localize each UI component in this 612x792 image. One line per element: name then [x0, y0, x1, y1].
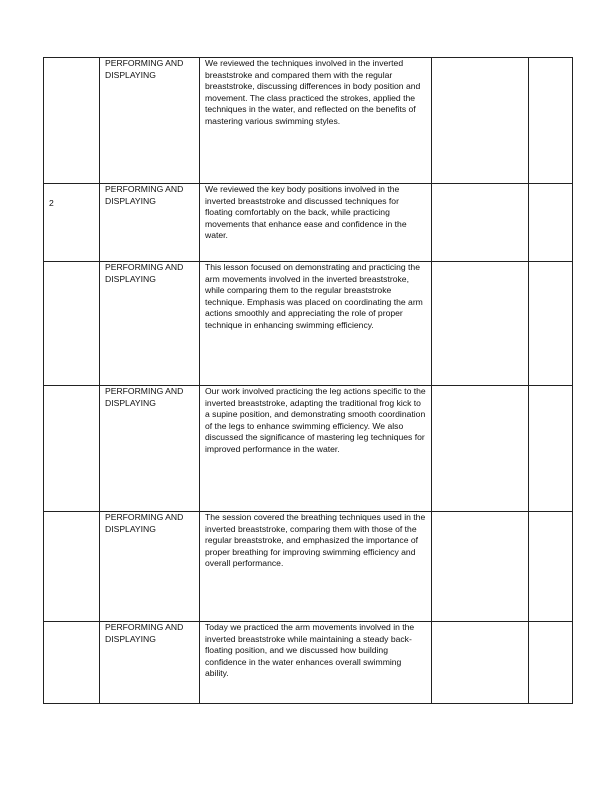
table-row [44, 58, 573, 184]
strand-line-2: DISPLAYING [105, 273, 156, 284]
empty-cell [432, 386, 529, 512]
strand-cell [100, 622, 200, 704]
strand-line-1: PERFORMING AND [105, 262, 184, 272]
lesson-number [44, 386, 100, 512]
empty-cell [529, 512, 573, 622]
strand-line-2: DISPLAYING [105, 523, 156, 534]
empty-cell [432, 512, 529, 622]
lesson-description: This lesson focused on demonstrating and practicing the arm movements involved in the inverted breaststroke, while comparing them to the regular breaststroke technique. Emphasis was placed on coordinating the arm actions smoothly and appreciating the role of proper technique in enhancing swimming efficiency. [200, 262, 432, 386]
empty-cell [529, 386, 573, 512]
strand-cell [100, 512, 200, 622]
table-row [44, 262, 573, 386]
lesson-description: Today we practiced the arm movements involved in the inverted breaststroke while maintaining a steady back-floating position, and we discussed how building confidence in the water enhances overall swimming ability. [200, 622, 432, 704]
lesson-number [44, 262, 100, 386]
strand-line-1: PERFORMING AND [105, 184, 184, 194]
lesson-description: The session covered the breathing techniques used in the inverted breaststroke, comparing them with those of the regular breaststroke, and emphasized the importance of proper breathing for improving swimming efficiency and overall performance. [200, 512, 432, 622]
lesson-description: We reviewed the techniques involved in the inverted breaststroke and compared them with the regular breaststroke, discussing differences in body position and movement. The class practiced the strokes, applied the techniques in the water, and reflected on the benefits of mastering various swimming styles. [200, 58, 432, 184]
lesson-description: Our work involved practicing the leg actions specific to the inverted breaststroke, adapting the traditional frog kick to a supine position, and demonstrating smooth coordination of the legs to enhance swimming efficiency. We also discussed the significance of mastering leg techniques for improved performance in the water. [200, 386, 432, 512]
lesson-number [44, 58, 100, 184]
strand-line-1: PERFORMING AND [105, 386, 184, 396]
empty-cell [432, 58, 529, 184]
lesson-description: We reviewed the key body positions involved in the inverted breaststroke and discussed techniques for floating comfortably on the back, while practicing movements that enhance ease and confidence in the water. [200, 184, 432, 262]
strand-cell [100, 184, 200, 262]
lesson-log-table [43, 57, 573, 704]
empty-cell [529, 58, 573, 184]
empty-cell [529, 622, 573, 704]
strand-cell [100, 386, 200, 512]
strand-line-2: DISPLAYING [105, 397, 156, 408]
lesson-number: 2 [44, 184, 100, 262]
table-row [44, 512, 573, 622]
empty-cell [529, 184, 573, 262]
strand-line-1: PERFORMING AND [105, 58, 184, 68]
strand-cell [100, 262, 200, 386]
table-row [44, 622, 573, 704]
strand-line-2: DISPLAYING [105, 195, 156, 206]
empty-cell [432, 262, 529, 386]
lesson-number [44, 512, 100, 622]
empty-cell [529, 262, 573, 386]
strand-cell [100, 58, 200, 184]
strand-line-1: PERFORMING AND [105, 622, 184, 632]
lesson-number [44, 622, 100, 704]
strand-line-2: DISPLAYING [105, 69, 156, 80]
empty-cell [432, 622, 529, 704]
table-row [44, 386, 573, 512]
empty-cell [432, 184, 529, 262]
strand-line-2: DISPLAYING [105, 633, 156, 644]
strand-line-1: PERFORMING AND [105, 512, 184, 522]
table-row [44, 184, 573, 262]
